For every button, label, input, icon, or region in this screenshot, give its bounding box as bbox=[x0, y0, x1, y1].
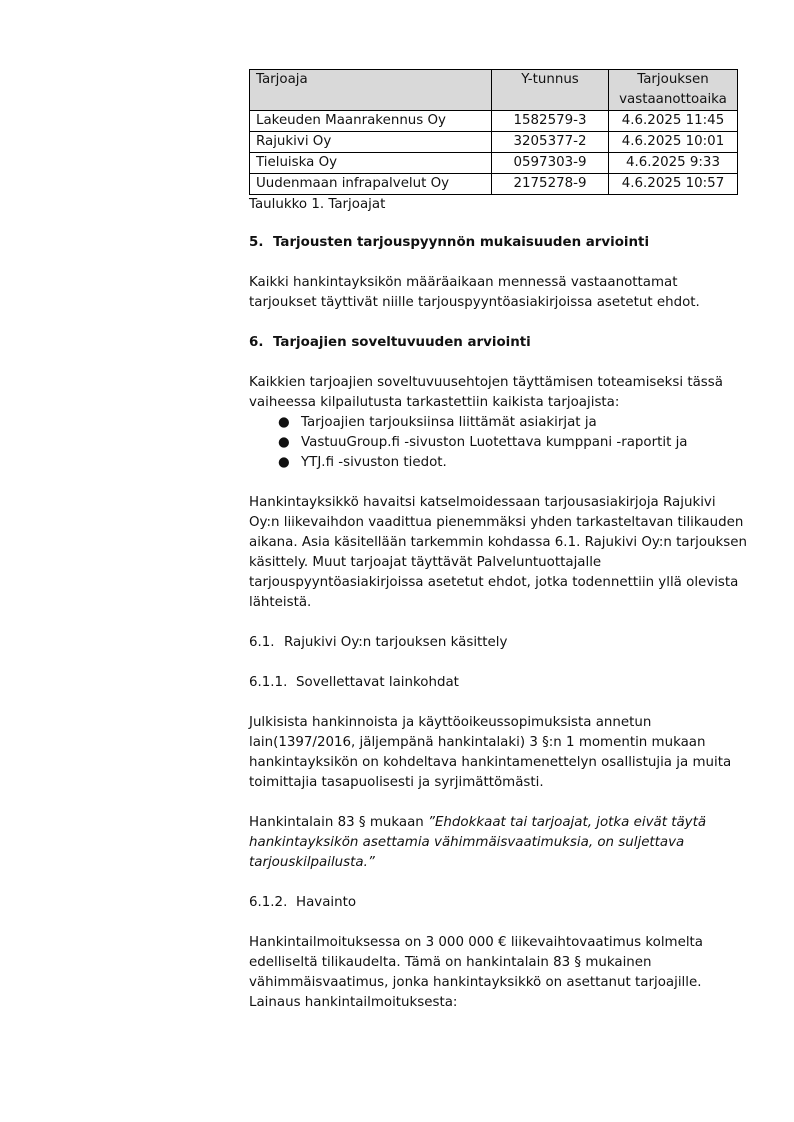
received-time: 4.6.2025 10:01 bbox=[609, 132, 738, 153]
section-6-1-heading bbox=[249, 633, 749, 653]
bidder-name: Uudenmaan infrapalvelut Oy bbox=[250, 174, 492, 195]
section-number: 6.1.2. bbox=[249, 895, 288, 910]
business-id: 0597303-9 bbox=[492, 153, 609, 174]
received-time: 4.6.2025 9:33 bbox=[609, 153, 738, 174]
section-title: Rajukivi Oy:n tarjouksen käsittely bbox=[284, 635, 508, 650]
list-item: ● Tarjoajien tarjouksiinsa liittämät asiakirjat ja bbox=[249, 413, 749, 433]
section-title: Havainto bbox=[296, 895, 357, 910]
sources-list bbox=[249, 413, 749, 473]
table-header-row bbox=[250, 70, 738, 111]
list-item: ● VastuuGroup.fi -sivuston Luotettava kumppani -raportit ja bbox=[249, 433, 749, 453]
business-id: 2175278-9 bbox=[492, 174, 609, 195]
section-number: 6.1.1. bbox=[249, 675, 288, 690]
column-header-business-id: Y-tunnus bbox=[492, 70, 609, 111]
section-number: 6. bbox=[249, 335, 264, 350]
section-6-1-1-paragraph-1: Julkisista hankinnoista ja käyttöoikeussopimuksista annetun lain(1397/2016, jäljempänä hankintalaki) 3 §:n 1 momentin mukaan hankintayksikön on kohdeltava hankintamenettelyn osallistujia ja muita toimittajia tasapuolisesti ja syrjimättömästi. bbox=[249, 715, 732, 790]
received-time: 4.6.2025 10:57 bbox=[609, 174, 738, 195]
offers-table bbox=[249, 69, 738, 195]
section-5-heading bbox=[249, 233, 749, 253]
table-caption: Taulukko 1. Tarjoajat bbox=[249, 197, 386, 212]
section-number: 6.1. bbox=[249, 635, 275, 650]
column-header-received-time: Tarjouksen vastaanottoaika bbox=[609, 70, 738, 111]
column-header-bidder: Tarjoaja bbox=[250, 70, 492, 111]
table-row bbox=[250, 174, 738, 195]
table-row bbox=[250, 111, 738, 132]
received-time: 4.6.2025 11:45 bbox=[609, 111, 738, 132]
table-row bbox=[250, 153, 738, 174]
table-row bbox=[250, 132, 738, 153]
bullet-icon: ● bbox=[278, 415, 290, 430]
section-6-heading bbox=[249, 333, 749, 353]
section-5-paragraph: Kaikki hankintayksikön määräaikaan mennessä vastaanottamat tarjoukset täyttivät niille tarjouspyyntöasiakirjoissa asetetut ehdot. bbox=[249, 275, 700, 310]
section-6-1-1-heading bbox=[249, 673, 749, 693]
bidder-name: Tieluiska Oy bbox=[250, 153, 492, 174]
section-6-finding: Hankintayksikkö havaitsi katselmoidessaan tarjousasiakirjoja Rajukivi Oy:n liikevaihdon vaadittua pienemmäksi yhden tarkasteltavan tilikauden aikana. Asia käsitellään tarkemmin kohdassa 6.1. Rajukivi Oy:n tarjouksen käsittely. Muut tarjoajat täyttävät Palveluntuottajalle tarjouspyyntöasiakirjoissa asetetut ehdot, jotka todennettiin yllä olevista lähteistä. bbox=[249, 495, 747, 610]
law-quote: ”Ehdokkaat tai tarjoajat, jotka eivät täytä hankintayksikön asettamia vähimmäisvaatimuksia, on suljettava tarjouskilpailusta.” bbox=[249, 815, 707, 870]
bidder-name: Lakeuden Maanrakennus Oy bbox=[250, 111, 492, 132]
section-title: Tarjousten tarjouspyynnön mukaisuuden arviointi bbox=[273, 235, 650, 250]
bidder-name: Rajukivi Oy bbox=[250, 132, 492, 153]
section-6-1-1-paragraph-2: Hankintalain 83 § mukaan ”Ehdokkaat tai tarjoajat, jotka eivät täytä hankintayksikön asettamia vähimmäisvaatimuksia, on suljettava tarjouskilpailusta.” bbox=[249, 815, 707, 870]
section-title: Tarjoajien soveltuvuuden arviointi bbox=[273, 335, 531, 350]
document-page bbox=[249, 69, 749, 1013]
section-6-intro: Kaikkien tarjoajien soveltuvuusehtojen täyttämisen toteamiseksi tässä vaiheessa kilpailutusta tarkastettiin kaikista tarjoajista: bbox=[249, 375, 723, 410]
bullet-icon: ● bbox=[278, 435, 290, 450]
section-number: 5. bbox=[249, 235, 264, 250]
bullet-icon: ● bbox=[278, 455, 290, 470]
business-id: 3205377-2 bbox=[492, 132, 609, 153]
section-6-1-2-paragraph: Hankintailmoituksessa on 3 000 000 € liikevaihtovaatimus kolmelta edelliseltä tilikaudelta. Tämä on hankintalain 83 § mukainen vähimmäisvaatimus, jonka hankintayksikkö on asettanut tarjoajille. Lainaus hankintailmoituksesta: bbox=[249, 935, 703, 1010]
section-title: Sovellettavat lainkohdat bbox=[296, 675, 459, 690]
section-6-1-2-heading bbox=[249, 893, 749, 913]
list-item: ● YTJ.fi -sivuston tiedot. bbox=[249, 453, 749, 473]
business-id: 1582579-3 bbox=[492, 111, 609, 132]
